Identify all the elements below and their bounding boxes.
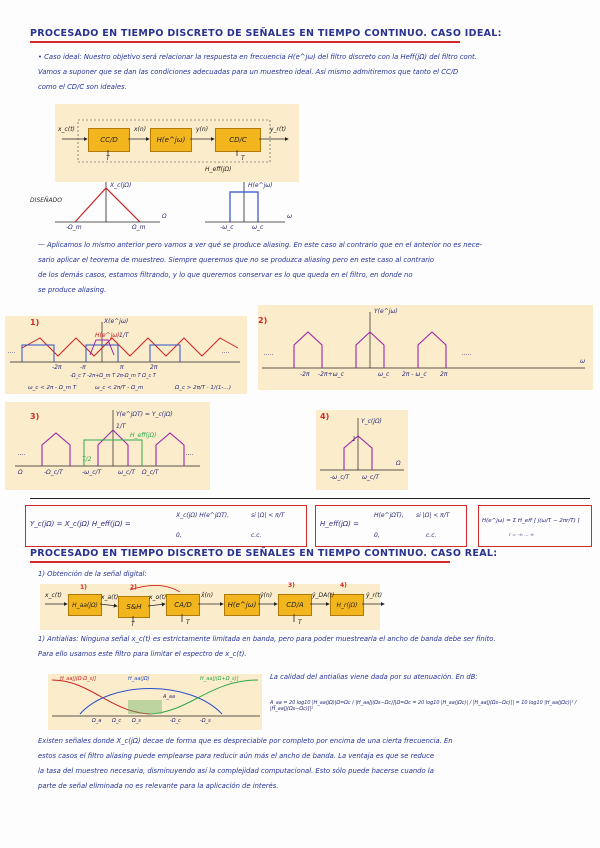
panel2-dots-left: ..... <box>264 350 274 357</box>
formula-heff-case1: H(e^jΩT), <box>374 512 404 519</box>
adc-block: CA/D <box>166 594 200 616</box>
dac-block: CD/A <box>278 594 312 616</box>
step-4: 4) <box>340 582 347 589</box>
panel4-number: 4) <box>320 412 330 421</box>
antialias-label: H_aa(jΩ) <box>128 676 150 682</box>
signal-xhat: x̂(n) <box>201 592 214 599</box>
period-t-2: T <box>241 155 245 162</box>
text-line: 1) Antialias: Ninguna señal x_c(t) es estrictamente limitada en banda, pero para poder muestrearla el ancho de banda debe ser finito. <box>38 635 496 643</box>
quality-formula: A_aa = 20 log10 |H_aa(jΩ)|Ω=Ωc / |H_aa[j(Ωs−Ωc)]|Ω=Ωc = 20 log10 |H_aa(jΩc)| / |H_aa[j(Ωs−Ωc)]| = 10 log10 |H_aa(jΩc)|² / |H_aa[j(Ωs−Ωc)]|² <box>270 700 577 712</box>
text-line: — Aplicamos lo mismo anterior pero vamos a ver qué se produce aliasing. En este caso al contrario que en el anterior no es nece- <box>38 241 483 249</box>
panel2-axis: ω <box>580 358 586 365</box>
text-line: parte de señal eliminada no es relevante para la aplicación de interés. <box>38 782 279 790</box>
formula-output-case2: 0, <box>176 532 182 539</box>
signal-xc-real: x_c(t) <box>45 592 62 599</box>
antialias-tick: Ω_s <box>132 718 141 724</box>
final-paragraph <box>38 734 593 794</box>
panel1-dots-left: .... <box>8 348 16 355</box>
signal-yn: y(n) <box>196 126 209 133</box>
signal-xo: x_o(t) <box>149 594 167 601</box>
antialias-tick: -Ω_s <box>200 718 211 724</box>
formula-h: H(e^jω) = Σ H_eff [ j(ω/T − 2πr/T) ] <box>482 518 580 524</box>
panel4-tick: ω_c/T <box>362 474 380 481</box>
text-line: • Caso ideal: Nuestro objetivo será relacionar la respuesta en frecuencia H(e^jω) del filtro discreto con la Heff(jΩ) del filtro cont. <box>38 53 477 61</box>
antialias-label: A_aa <box>163 694 176 700</box>
sketch-right-tick-neg: -ω_c <box>220 224 234 231</box>
panel3-tick: Ω_c/T <box>142 469 159 476</box>
panel3-tick: ω_c/T <box>118 469 136 476</box>
antialias-label: H_aa[j(Ω+Ω_s)] <box>200 676 239 682</box>
sketch-right-tick-pos: ω_c <box>252 224 264 231</box>
sketch-left-tick-pos: Ω_m <box>132 224 146 231</box>
sketch-right-axis: ω <box>287 213 293 220</box>
text-line: la tasa del muestreo necesaria, disminuyendo así la complejidad computacional. Esto sólo puede hacerse cuando la <box>38 767 434 775</box>
panel1-dots-right: .... <box>222 348 230 355</box>
reconstruction-block: H_r(jΩ) <box>330 594 364 616</box>
panel3-dots-right: .... <box>186 450 194 457</box>
panel2-tick: -2π+ω_c <box>318 371 344 378</box>
panel1-tick: π <box>120 364 124 371</box>
step-3: 3) <box>288 582 295 589</box>
signal-xc: x_c(t) <box>58 126 75 133</box>
heff-label: H_eff(jΩ) <box>205 166 232 173</box>
signal-xa: x_a(t) <box>101 594 119 601</box>
antialias-tick: Ω_a <box>92 718 102 724</box>
panel1-condition-3: Ω_c > 2π/T · 1/(1-…) <box>175 385 231 391</box>
signal-xn: x(n) <box>134 126 147 133</box>
text-line: como el CD/C son ideales. <box>38 83 127 91</box>
panel4-amp: 1 <box>352 436 356 443</box>
panel1-number: 1) <box>30 318 40 327</box>
text-line: Para ello usamos este filtro para limitar el espectro de x_c(t). <box>38 650 247 658</box>
panel1-tick: -π <box>80 364 86 371</box>
text-line: Existen señales donde X_c(jΩ) decae de forma que es despreciable por completo por encima de una cierta frecuencia. En <box>38 737 453 745</box>
formula-heff-case2: 0, <box>374 532 380 539</box>
formula-output-cond1: si |Ω| < π/T <box>251 512 285 519</box>
signal-yr: y_r(t) <box>270 126 287 133</box>
panel1-tick: -2π <box>52 364 62 371</box>
sketch-caption: DISEÑADO <box>30 197 62 204</box>
panel3-dots-left: .... <box>18 450 26 457</box>
panel2-tick: 2π - ω_c <box>402 371 427 378</box>
panel1-tick: 2π <box>150 364 158 371</box>
panel2-tick: 2π <box>440 371 448 378</box>
step-1: 1) <box>80 584 87 591</box>
panel4-tick: -ω_c/T <box>330 474 350 481</box>
section2-title: PROCESADO EN TIEMPO DISCRETO DE SEÑALES EN TIEMPO CONTINUO. CASO REAL: <box>30 548 498 559</box>
section2-subhead: 1) Obtención de la señal digital: <box>38 570 147 578</box>
panel4-axis: Ω <box>396 460 401 467</box>
cdc-block: CD/C <box>215 128 261 152</box>
text-line: Vamos a suponer que se dan las condiciones adecuadas para un muestreo ideal. Así mismo admitiremos que tanto el CC/D <box>38 68 459 76</box>
sample-hold-block: S&H <box>118 596 150 618</box>
panel1-ticks-bottom: -Ω_c T -2π+Ω_m T 2π-Ω_m T Ω_c T <box>70 373 156 379</box>
formula-heff-cond1: si |Ω| < π/T <box>416 512 450 519</box>
text-line: sario aplicar el teorema de muestreo. Siempre queremos que no se produzca aliasing pero en este caso al contrario <box>38 256 435 264</box>
panel1-filter-label: H(e^jω) <box>95 332 120 339</box>
panel3-axis: Ω <box>18 469 23 476</box>
panel3-label: Y(e^jΩT) = Y_c(jΩ) <box>116 411 173 418</box>
period-t-real-2: T <box>186 619 190 626</box>
panel1-condition-2: ω_c < 2π/T - Ω_m <box>95 385 144 391</box>
panel2-label: Y(e^jω) <box>374 308 398 315</box>
signal-yhat: ŷ(n) <box>260 592 273 599</box>
antialias-block: H_aa(jΩ) <box>68 594 102 616</box>
sketch-left-tick-neg: -Ω_m <box>66 224 82 231</box>
panel3-amp: 1/T <box>116 423 126 430</box>
panel1-curve-label: X(e^jω) <box>104 318 129 325</box>
quality-line: La calidad del antialias viene dada por su atenuación. En dB: <box>270 673 478 681</box>
panel2-tick: -2π <box>300 371 310 378</box>
panel3-half: T/2 <box>82 456 92 463</box>
formula-h-sum: r = -∞ … ∞ <box>509 533 534 538</box>
signal-yr-real: ŷ_r(t) <box>366 592 383 599</box>
text-line: de los demás casos, estamos filtrando, y lo que queremos conservar es lo que queda en el filtro, en donde no <box>38 271 413 279</box>
signal-yda: ŷ_DA(t) <box>312 592 335 599</box>
antialias-tick: Ω_c <box>112 718 122 724</box>
panel3-number: 3) <box>30 412 40 421</box>
formula-output-case1: X_c(jΩ) H(e^jΩT), <box>176 512 229 519</box>
section1-title: PROCESADO EN TIEMPO DISCRETO DE SEÑALES EN TIEMPO CONTINUO. CASO IDEAL: <box>30 28 502 39</box>
sketch-right-label: H(e^jω) <box>248 182 273 189</box>
formula-output-cond2: c.c. <box>251 532 262 539</box>
sketch-left-label: X_c(jΩ) <box>110 182 132 189</box>
filter-block: H(e^jω) <box>150 128 192 152</box>
panel2-dots-right: ..... <box>462 350 472 357</box>
panel4-label: Y_c(jΩ) <box>361 418 382 425</box>
antialias-tick: -Ω_c <box>170 718 181 724</box>
panel1-amp: 1/T <box>119 332 129 339</box>
step-2: 2) <box>130 584 137 591</box>
digital-filter-block: H(e^jω) <box>224 594 260 616</box>
panel1-condition-1: ω_c < 2π - Ω_m T <box>28 385 77 391</box>
panel3-inner: H_eff(jΩ) <box>130 432 157 439</box>
text-line: se produce aliasing. <box>38 286 107 294</box>
ccd-block: CC/D <box>88 128 130 152</box>
text-line: estos casos el filtro aliasing puede emplearse para reducir aún más el ancho de banda. La ventaja es que se reduce <box>38 752 435 760</box>
panel2-tick: ω_c <box>378 371 390 378</box>
panel3-tick: -Ω_c/T <box>44 469 63 476</box>
panel2-number: 2) <box>258 316 268 325</box>
formula-output-left: Y_c(jΩ) = X_c(jΩ) H_eff(jΩ) = <box>30 520 131 528</box>
period-t-real-1: T <box>131 621 135 628</box>
period-t-1: T <box>106 155 110 162</box>
panel3-tick: -ω_c/T <box>82 469 102 476</box>
formula-heff-left: H_eff(jΩ) = <box>320 520 359 528</box>
formula-heff-cond2: c.c. <box>426 532 437 539</box>
sketch-left-axis: Ω <box>162 213 167 220</box>
antialias-label: H_aa[j(Ω-Ω_s)] <box>60 676 97 682</box>
period-t-real-3: T <box>298 619 302 626</box>
